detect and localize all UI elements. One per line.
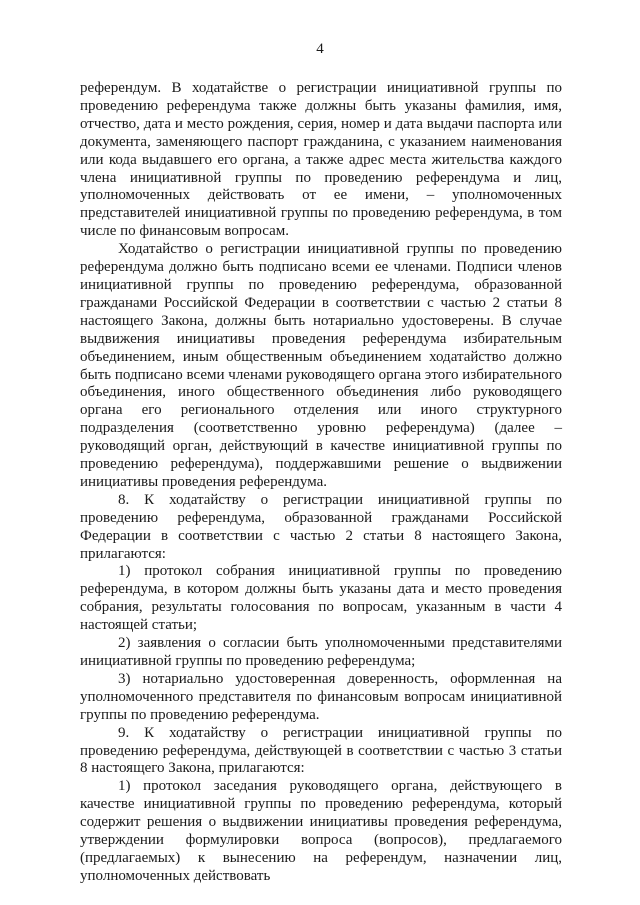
paragraph-clause-8-item-3: 3) нотариально удостоверенная доверенность, оформленная на уполномоченного представителя по финансовым вопросам инициативной группы по проведению референдума. <box>80 670 562 723</box>
paragraph-clause-8: 8. К ходатайству о регистрации инициативной группы по проведению референдума, образованной гражданами Российской Федерации в соответствии с частью 2 статьи 8 настоящего Закона, прилагаются: <box>80 491 562 562</box>
paragraph-clause-9-item-1: 1) протокол заседания руководящего органа, действующего в качестве инициативной группы по проведению референдума, который содержит решения о выдвижении инициативы проведения референдума, утверждении формулировки вопроса (вопросов), предлагаемого (предлагаемых) к вынесению на референдум, назначении лиц, уполномоченных действовать <box>80 778 562 884</box>
paragraph-clause-8-item-1: 1) протокол собрания инициативной группы по проведению референдума, в котором должны быть указаны дата и место проведения собрания, результаты голосования по вопросам, указанным в части 4 настоящей статьи; <box>80 563 562 634</box>
paragraph-clause-8-item-2: 2) заявления о согласии быть уполномоченными представителями инициативной группы по проведению референдума; <box>80 635 562 669</box>
paragraph-clause-9: 9. К ходатайству о регистрации инициативной группы по проведению референдума, действующей в соответствии с частью 3 статьи 8 настоящего Закона, прилагаются: <box>80 724 562 777</box>
paragraph-petition-signatures: Ходатайство о регистрации инициативной группы по проведению референдума должно быть подписано всеми ее членами. Подписи членов инициативной группы по проведению референдума, образованной гражданами Российской Федерации в соответствии с частью 2 статьи 8 настоящего Закона, должны быть нотариально удостоверены. В случае выдвижения инициативы проведения референдума избирательным объединением, иным общественным объединением ходатайство должно быть подписано всеми членами руководящего органа этого избирательного объединения, иного общественного объединения либо руководящего органа его регионального отделения или иного структурного подразделения (соответственно уровню референдума) (далее – руководящий орган, действующий в качестве инициативной группы по проведению референдума), поддержавшими решение о выдвижении инициативы проведения референдума. <box>80 241 562 490</box>
paragraph-continuation: референдум. В ходатайстве о регистрации инициативной группы по проведению референдума также должны быть указаны фамилия, имя, отчество, дата и место рождения, серия, номер и дата выдачи паспорта или документа, заменяющего паспорт гражданина, с указанием наименования или кода выдавшего его органа, а также адрес места жительства каждого члена инициативной группы по проведению референдума и лиц, уполномоченных действовать от ее имени, – уполномоченных представителей инициативной группы по проведению референдума, в том числе по финансовым вопросам. <box>80 80 562 240</box>
page-number: 4 <box>316 41 324 57</box>
document-body <box>80 80 562 886</box>
